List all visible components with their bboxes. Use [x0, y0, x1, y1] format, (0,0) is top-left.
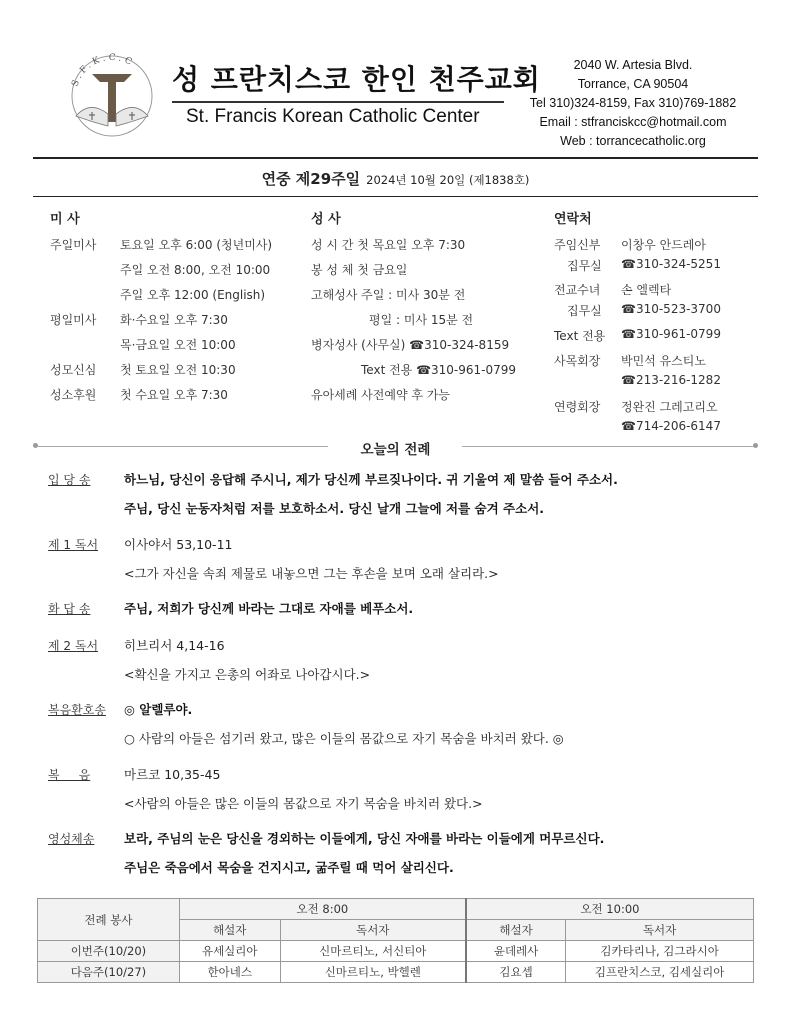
- entrance-antiphon-line: 하느님, 당신이 응답해 주시니, 제가 당신께 부르짖나이다. 귀 기울여 제 말씀 들어 주소서.: [124, 472, 618, 487]
- mass-time: 첫 토요일 오전 10:30: [120, 363, 236, 377]
- contact-role: 집무실: [567, 304, 602, 318]
- section-rule-dot: [753, 443, 758, 448]
- sacrament-row: Text 전용 ☎310-961-0799: [361, 363, 517, 377]
- gospel-acclamation-verse: ○ 사람의 아들은 섬기러 왔고, 많은 이들의 몸값으로 자기 목숨을 바치러 왔다. ◎: [124, 731, 564, 746]
- svg-text:S.F.K.C.C: [70, 53, 136, 88]
- contact-role: 전교수녀: [554, 283, 601, 297]
- entrance-antiphon-line: 주님, 당신 눈동자처럼 저를 보호하소서. 당신 날개 그늘에 저를 숨겨 주소서.: [124, 501, 545, 516]
- contact-name: 박민석 유스티노: [621, 354, 706, 368]
- liturgy-title: 오늘의 전례: [360, 442, 431, 458]
- mass-label: 성모신심: [50, 363, 97, 377]
- mass-time-header: 오전 10:00: [466, 899, 754, 920]
- mass-time: 첫 수요일 오후 7:30: [120, 388, 228, 402]
- second-reading-ref: 히브리서 4,14-16: [124, 638, 225, 653]
- week-cell: 다음주(10/27): [38, 962, 180, 983]
- contact-phone: ☎310-324-5251: [621, 257, 721, 271]
- section-rule-right: [462, 446, 753, 447]
- church-contact-info: [520, 56, 746, 151]
- mass-time: 주일 오전 8:00, 오전 10:00: [120, 263, 271, 277]
- mass-label: 성소후원: [50, 388, 97, 402]
- table-row: [38, 962, 754, 983]
- table-header-row: [38, 899, 754, 920]
- church-title-english: St. Francis Korean Catholic Center: [186, 106, 480, 127]
- first-reading-summary: <그가 자신을 속죄 제물로 내놓으면 그는 후손을 보며 오래 살리라.>: [124, 566, 499, 581]
- website: Web : torrancecatholic.org: [560, 134, 706, 148]
- first-reading-ref: 이사야서 53,10-11: [124, 537, 233, 552]
- contact-role: 집무실: [567, 259, 602, 273]
- reader-header: 독서자: [280, 920, 466, 941]
- contact-role: 연령회장: [554, 400, 601, 414]
- reader-cell: 신마르티노, 박헬렌: [280, 962, 466, 983]
- contact-phone: ☎213-216-1282: [621, 373, 721, 387]
- week-date: 2024년 10월 20일 (제1838호): [366, 173, 530, 187]
- church-logo: [62, 44, 162, 144]
- logo-text: S.F.K.C.C: [70, 52, 136, 89]
- week-heading: [0, 168, 791, 189]
- contact-name: 정완진 그레고리오: [621, 400, 718, 414]
- reader-cell: 신마르티노, 서신티아: [280, 941, 466, 962]
- communion-antiphon-line: 보라, 주님의 눈은 당신을 경외하는 이들에게, 당신 자애를 바라는 이들에게 머무르신다.: [124, 831, 605, 846]
- title-divider: [172, 101, 504, 103]
- gospel-summary: <사람의 아들은 많은 이들의 몸값으로 자기 목숨을 바치러 왔다.>: [124, 796, 483, 811]
- sacrament-row: 성 시 간 첫 목요일 오후 7:30: [311, 238, 466, 252]
- contact-role: Text 전용: [554, 329, 606, 343]
- first-reading-label: 제 1 독서: [48, 538, 99, 552]
- communion-antiphon-line: 주님은 죽음에서 목숨을 건지시고, 굶주릴 때 먹어 살리신다.: [124, 860, 454, 875]
- mass-time: 화·수요일 오후 7:30: [120, 313, 228, 327]
- sacrament-row: 병자성사 (사무실) ☎310-324-8159: [311, 338, 510, 352]
- contact-role: 주임신부: [554, 238, 601, 252]
- contact-phone: ☎714-206-6147: [621, 419, 721, 433]
- week-cell: 이번주(10/20): [38, 941, 180, 962]
- mass-time-header: 오전 8:00: [179, 899, 466, 920]
- commentator-cell: 유세실리아: [179, 941, 280, 962]
- address-line-1: 2040 W. Artesia Blvd.: [573, 58, 693, 72]
- church-title-korean: 성 프란치스코 한인 천주교회: [172, 63, 541, 96]
- week-title: 연중 제29주일: [261, 170, 361, 188]
- mass-heading: 미 사: [50, 212, 80, 227]
- gospel-acclamation-line: ◎ 알렐루야.: [124, 702, 193, 717]
- gospel-label: 복 음: [48, 768, 91, 782]
- mass-label: 주일미사: [50, 238, 97, 252]
- commentator-cell: 한아네스: [179, 962, 280, 983]
- contact-phone: ☎310-523-3700: [621, 302, 721, 316]
- reader-cell: 김프란치스코, 김세실리아: [566, 962, 754, 983]
- communion-antiphon-label: 영성체송: [48, 832, 95, 846]
- address-line-2: Torrance, CA 90504: [577, 77, 689, 91]
- week-divider: [33, 196, 758, 197]
- mass-time: 토요일 오후 6:00 (청년미사): [120, 238, 273, 252]
- contact-name: 손 엘렉타: [621, 283, 672, 297]
- mass-time: 주일 오후 12:00 (English): [120, 288, 266, 302]
- mass-time: 목·금요일 오전 10:00: [120, 338, 236, 352]
- table-corner-cell: 전례 봉사: [38, 899, 180, 941]
- reader-cell: 김카타리나, 김그라시아: [566, 941, 754, 962]
- sacrament-row: 봉 성 체 첫 금요일: [311, 263, 408, 277]
- sacrament-row: 유아세례 사전예약 후 가능: [311, 388, 450, 402]
- mass-label: 평일미사: [50, 313, 97, 327]
- psalm-response: 주님, 저희가 당신께 바라는 그대로 자애를 베푸소서.: [124, 601, 414, 616]
- contact-phone: ☎310-961-0799: [621, 327, 721, 341]
- commentator-cell: 김요셉: [466, 962, 566, 983]
- sacrament-row: 고해성사 주일 : 미사 30분 전: [311, 288, 466, 302]
- second-reading-summary: <확신을 가지고 은총의 어좌로 나아갑시다.>: [124, 667, 371, 682]
- email: Email : stfranciskcc@hotmail.com: [539, 115, 727, 129]
- commentator-cell: 윤데레사: [466, 941, 566, 962]
- reader-header: 독서자: [566, 920, 754, 941]
- sacrament-heading: 성 사: [311, 212, 341, 227]
- gospel-acclamation-label: 복음환호송: [48, 703, 106, 717]
- entrance-antiphon-label: 입 당 송: [48, 473, 91, 487]
- table-row: [38, 941, 754, 962]
- contacts-heading: 연락처: [554, 212, 592, 227]
- contact-role: 사목회장: [554, 354, 601, 368]
- sacrament-row: 평일 : 미사 15분 전: [369, 313, 474, 327]
- commentator-header: 해설자: [466, 920, 566, 941]
- liturgy-service-table: [37, 898, 754, 983]
- psalm-label: 화 답 송: [48, 602, 91, 616]
- phone-fax: Tel 310)324-8159, Fax 310)769-1882: [529, 96, 737, 110]
- commentator-header: 해설자: [179, 920, 280, 941]
- header-divider: [33, 157, 758, 159]
- gospel-ref: 마르코 10,35-45: [124, 767, 221, 782]
- contact-name: 이창우 안드레아: [621, 238, 706, 252]
- second-reading-label: 제 2 독서: [48, 639, 99, 653]
